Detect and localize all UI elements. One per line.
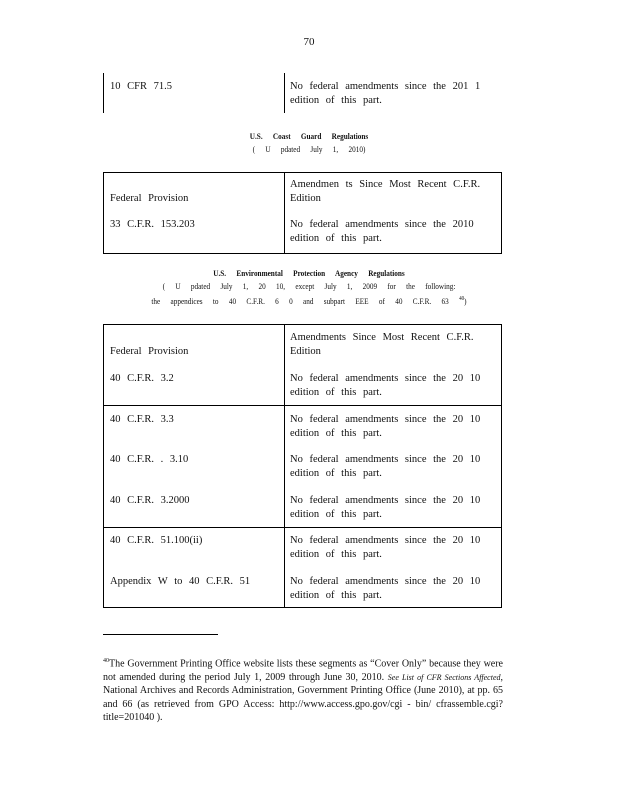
table-header-amendments: Amendmen ts Since Most Recent C.F.R. xyxy=(290,179,481,190)
table-header-amendments: Edition xyxy=(290,193,321,204)
table-cell-provision: 40 C.F.R. 3.2 xyxy=(110,373,174,384)
table-cell-amendment: No federal amendments since the 20 10 xyxy=(290,535,481,546)
footnote-reference: 40 xyxy=(459,296,465,302)
table-cell-provision: 40 C.F.R. 3.2000 xyxy=(110,495,190,506)
table-cell-amendment: edition of this part. xyxy=(290,549,382,560)
footnote-separator xyxy=(103,634,218,635)
epa-heading xyxy=(46,267,571,308)
table-cell-amendment: edition of this part. xyxy=(290,428,382,439)
footnote-text: The Government Printing Office website lists these segments as “Cover Only” because they were not amended during the period July 1, 2009 through June 30, 2010. xyxy=(103,658,503,683)
section-subtitle: ( U pdated July 1, 2010) xyxy=(252,144,366,154)
section-subtitle: the appendices to 40 C.F.R. 6 0 and subpart EEE of 40 C.F.R. 63 $^{40}$) xyxy=(151,295,467,306)
table-cell-provision: 33 C.F.R. 153.203 xyxy=(110,219,195,230)
footnote-text: , National Archives and Records Administration, Government Printing Office (June 2010), at pp. 65 and 66 (as retrieved from GPO Access: http://www.access.gpo.gov/cgi - bin/ cfrassemble.cgi? title=201040 ). xyxy=(103,671,504,724)
coast-guard-heading xyxy=(46,130,571,156)
footnote xyxy=(103,655,503,725)
table-cell-amendment: No federal amendments since the 20 10 xyxy=(290,495,481,506)
section-title: U.S. Environmental Protection Agency Regulations xyxy=(213,268,405,278)
table-header-amendments: Amendments Since Most Recent C.F.R. xyxy=(290,332,474,343)
table-cell-amendment: edition of this part. xyxy=(290,95,382,106)
table-cell-provision: Appendix W to 40 C.F.R. 51 xyxy=(110,576,251,587)
table-cell-amendment: edition of this part. xyxy=(290,509,382,520)
table-cell-amendment: No federal amendments since the 20 10 xyxy=(290,373,481,384)
table-cell-provision: 10 CFR 71.5 xyxy=(110,81,172,92)
table-header-provision: Federal Provision xyxy=(110,346,189,357)
table-cell-amendment: No federal amendments since the 2010 xyxy=(290,219,474,230)
table-cell-provision: 40 C.F.R. 3.3 xyxy=(110,414,174,425)
footnote-number: 40 xyxy=(103,658,109,664)
table-cell-amendment: No federal amendments since the 201 1 xyxy=(290,81,481,92)
section-title: U.S. Coast Guard Regulations xyxy=(249,131,369,141)
table-header-amendments: Edition xyxy=(290,346,321,357)
table-cell-amendment: No federal amendments since the 20 10 xyxy=(290,454,481,465)
table-cell-amendment: edition of this part. xyxy=(290,387,382,398)
section-subtitle: ( U pdated July 1, 20 10, except July 1, 2009 for the following: xyxy=(162,281,456,291)
footnote-citation: See List of CFR Sections Affected xyxy=(387,672,501,682)
table-cell-amendment: edition of this part. xyxy=(290,468,382,479)
table-cell-amendment: edition of this part. xyxy=(290,233,382,244)
table-cell-amendment: No federal amendments since the 20 10 xyxy=(290,576,481,587)
table-header-provision: Federal Provision xyxy=(110,193,189,204)
page-number: 70 xyxy=(303,36,315,48)
table-cell-amendment: edition of this part. xyxy=(290,590,382,601)
table-cell-provision: 40 C.F.R. . 3.10 xyxy=(110,454,189,465)
table-cell-amendment: No federal amendments since the 20 10 xyxy=(290,414,481,425)
table-cell-provision: 40 C.F.R. 51.100(ii) xyxy=(110,535,203,546)
